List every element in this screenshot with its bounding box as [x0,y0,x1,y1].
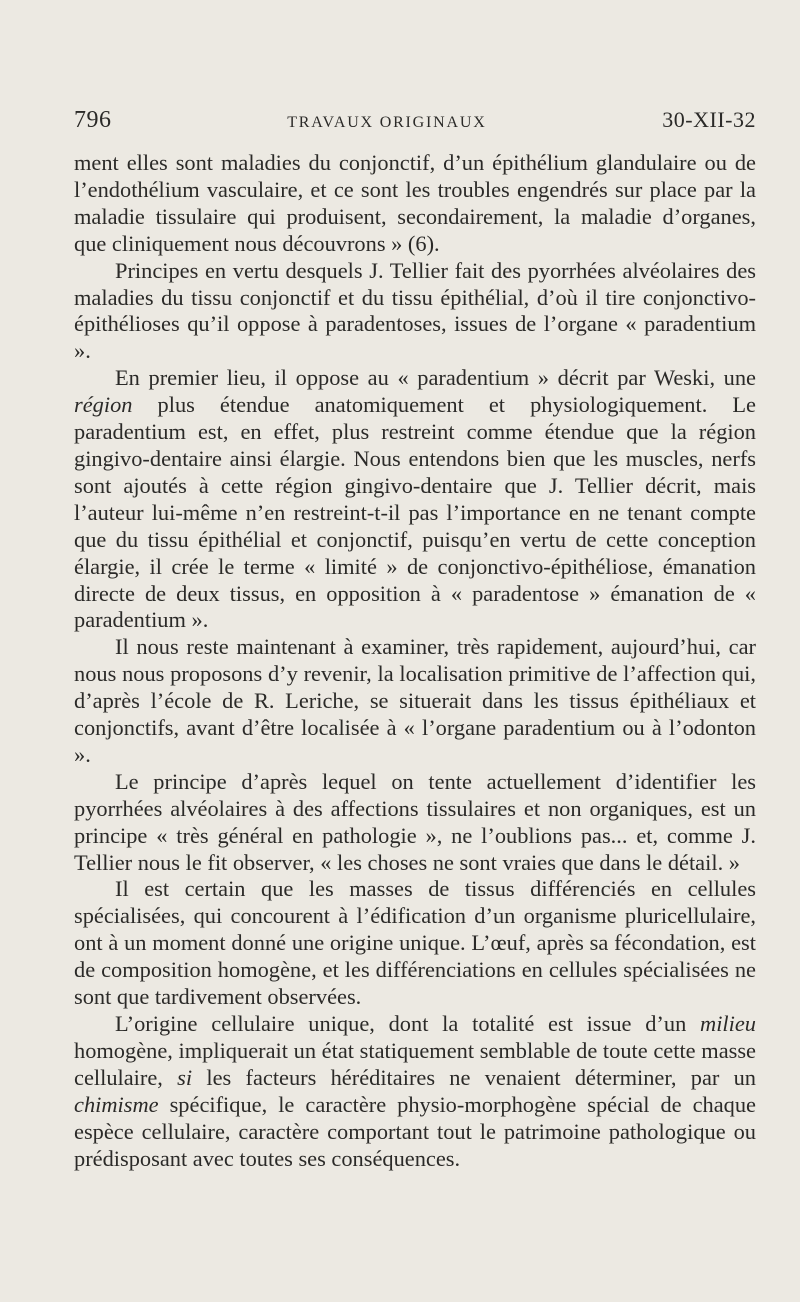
italic-text: région [74,392,133,418]
paragraph-text: Principes en vertu desquels J. Tellier fait des pyorrhées alvéolaires des maladies du tissu conjonctif et du tissu épithélial, d’où il tire conjonctivo-épithélioses qu’il oppose à paradentoses, issues de l’organe « paradentium ». [74,257,756,364]
issue-date: 30-XII-32 [662,107,756,132]
italic-text: milieu [700,1011,756,1036]
paragraph [74,769,756,877]
paragraph-text: Il nous reste maintenant à examiner, très rapidement, aujourd’hui, car nous nous proposons d’y revenir, la localisation primitive de l’affection qui, d’après l’école de R. Leriche, se situerait dans les tissus épithéliaux et conjonctifs, avant d’être localisée à « l’organe paradentium ou à l’odonton ». [74,634,756,767]
paragraph-text: les facteurs héréditaires ne venaient déterminer, par un [192,1064,756,1090]
paragraph [74,150,756,258]
paragraph-text: En premier lieu, il oppose au « paradentium » décrit par Weski, une [115,365,756,391]
paragraph-text: spécifique, le caractère physio-morphogène spécial de chaque espèce cellulaire, caractère comportant tout le patrimoine pathologique ou prédisposant avec toutes ses conséquences. [74,1091,756,1171]
paragraph-text: homogène, impliquerait un état statiquement semblable de toute cette masse cellulaire, [74,1037,756,1090]
paragraph-text: L’origine cellulaire unique, dont la totalité est issue d’un [115,1011,701,1036]
paragraph [74,634,756,769]
body-text [74,150,756,1172]
paragraph-text: Le principe d’après lequel on tente actuellement d’identifier les pyorrhées alvéolaires à des affections tissulaires et non organiques, est un principe « très général en pathologie », ne l’oublions pas... et, comme J. Tellier nous le fit observer, « les choses ne sont vraies que dans le détail. » [74,768,756,875]
paragraph [74,1011,756,1172]
page-header [74,107,756,134]
paragraph-text: ment elles sont maladies du conjonctif, d’un épithélium glandulaire ou de l’endothélium vasculaire, et ce sont les troubles engendrés sur place par la maladie tissulaire qui produisent, secondairement, la maladie d’organes, que cliniquement nous découvrons » (6). [74,150,756,256]
paragraph [74,258,756,366]
paragraph [74,365,756,634]
paragraph-text: plus étendue anatomiquement et physiologiquement. Le paradentium est, en effet, plus restreint comme étendue que la région gingivo-dentaire ainsi élargie. Nous entendons bien que les muscles, nerfs sont ajoutés à cette région gingivo-dentaire que J. Tellier décrit, mais l’auteur lui-même n’en restreint-t-il pas l’importance en ne tenant compte que du tissu épithélial et conjonctif, puisqu’en vertu de cette conception élargie, il crée le terme « limité » de conjonctivo-épithéliose, émanation directe de deux tissus, en opposition à « paradentose » émanation de « paradentium ». [74,392,756,633]
italic-text: chimisme [74,1091,159,1117]
italic-text: si [177,1064,193,1090]
paragraph [74,876,756,1011]
page-number: 796 [74,107,112,133]
running-title: TRAVAUX ORIGINAUX [287,114,487,131]
paragraph-text: Il est certain que les masses de tissus différenciés en cellules spécialisées, qui concourent à l’édification d’un organisme pluricellulaire, ont à un moment donné une origine unique. L’œuf, après sa fécondation, est de composition homogène, et les différenciations en cellules spécialisées ne sont que tardivement observées. [74,876,756,1010]
